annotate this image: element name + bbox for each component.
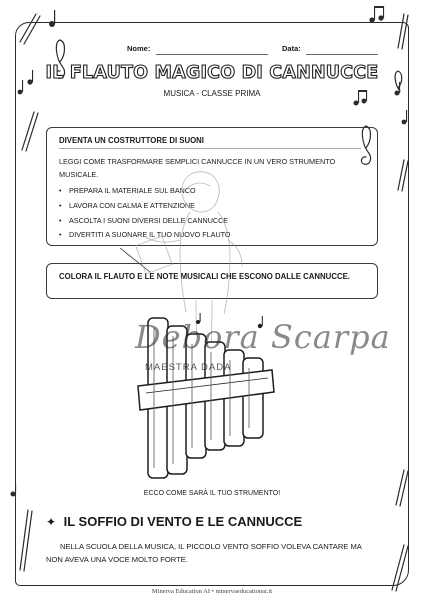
flute-pipe [243,358,263,438]
watermark-subtitle: MAESTRA DADA [145,362,232,373]
section-heading [46,514,302,529]
story-paragraph [46,540,376,566]
instructions-intro: LEGGI COME TRASFORMARE SEMPLICI CANNUCCE IN UN VERO STRUMENTO MUSICALE. [59,157,336,179]
list-item: • LAVORA CON CALMA E ATTENZIONE [59,199,231,214]
section-title-text: IL SOFFIO DI VENTO E LE CANNUCCE [63,514,303,529]
page-subtitle: MUSICA - CLASSE PRIMA [163,89,261,98]
story-text: NELLA SCUOLA DELLA MUSICA, IL PICCOLO VENTO SOFFIO VOLEVA CANTARE MA NON AVEVA UNA VOCE MOLTO FORTE. [46,542,362,564]
list-item: • ASCOLTA I SUONI DIVERSI DELLE CANNUCCE [59,214,231,229]
instructions-heading: DIVENTA UN COSTRUTTORE DI SUONI [59,136,204,145]
data-label: Data: [282,44,301,53]
nome-label: Nome: [127,44,151,53]
image-caption: ECCO COME SARÀ IL TUO STRUMENTO! [143,490,281,497]
coloring-instruction: COLORA IL FLAUTO E LE NOTE MUSICALI CHE ESCONO DALLE CANNUCCE. [59,272,350,281]
page-title: IL FLAUTO MAGICO DI CANNUCCE [45,63,379,83]
footer-credit: Minerva Education AI • minervaeducationai.it [151,588,273,595]
list-item: • DIVERTITI A SUONARE IL TUO NUOVO FLAUTO [59,228,231,243]
star-icon: ✦ [46,515,57,529]
watermark-signature: Debora Scarpa [135,318,391,356]
list-item: • PREPARA IL MATERIALE SUL BANCO [59,184,231,199]
